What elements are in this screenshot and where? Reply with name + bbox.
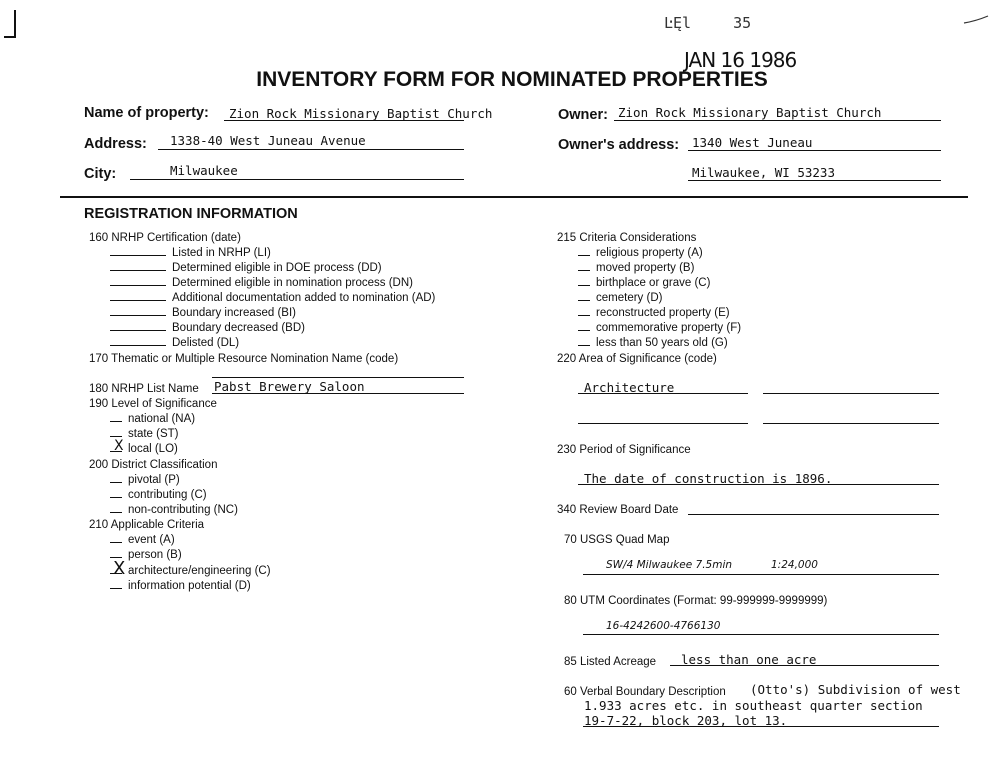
section-divider [60,196,968,198]
f215-item-d: cemetery (D) [578,292,662,304]
owner-value: Zion Rock Missionary Baptist Church [618,105,882,120]
address-underline [158,149,464,150]
f60-line3: 19-7-22, block 203, lot 13. [584,713,788,728]
owner-address-underline1 [688,150,941,151]
corner-scribble [962,12,990,22]
owner-address-underline2 [688,180,941,181]
f70-label: 70 USGS Quad Map [564,534,670,546]
owner-underline [614,120,941,121]
f190-item-lo: local (LO) [110,443,178,455]
f170-label: 170 Thematic or Multiple Resource Nomination Name (code) [89,353,399,365]
f180-label: 180 NRHP List Name [89,383,199,395]
city-underline [130,179,464,180]
f70-value: SW/4 Milwaukee 7.5min [606,559,733,571]
f220-value: Architecture [584,380,675,395]
f85-underline [670,665,939,666]
name-underline [224,120,464,121]
f230-value: The date of construction is 1896. [584,471,833,486]
f85-label: 85 Listed Acreage [564,656,657,668]
f210-item-a: event (A) [110,534,175,546]
f190-item-na: national (NA) [110,413,195,425]
f160-item-ad: Additional documentation added to nomination (AD) [110,292,435,304]
name-label: Name of property: [84,105,209,121]
f200-label: 200 District Classification [89,459,218,471]
f220-underline-1 [578,393,748,394]
received-stamp: ĿĘl 35 [664,14,752,32]
f160-label: 160 NRHP Certification (date) [89,232,241,244]
f210-item-b: person (B) [110,549,182,561]
section-title: REGISTRATION INFORMATION [84,206,298,222]
f220-underline-4 [763,423,939,424]
owner-address-label: Owner's address: [558,137,680,153]
f60-underline [583,726,939,727]
owner-address-line2: Milwaukee, WI 53233 [692,165,835,180]
f170-underline [212,377,464,378]
f215-item-e: reconstructed property (E) [578,307,730,319]
owner-address-line1: 1340 West Juneau [692,135,813,150]
f210-item-c: architecture/engineering (C) [110,565,271,577]
f160-item-dd: Determined eligible in DOE process (DD) [110,262,382,274]
f220-underline-3 [578,423,748,424]
f190-label: 190 Level of Significance [89,398,217,410]
f215-item-a: religious property (A) [578,247,703,259]
f210-label: 210 Applicable Criteria [89,519,205,531]
f215-item-f: commemorative property (F) [578,322,741,334]
f80-underline [583,634,939,635]
f160-item-li: Listed in NRHP (LI) [110,247,271,259]
f85-value: less than one acre [681,652,817,667]
address-value: 1338-40 West Juneau Avenue [170,133,366,148]
f200-item-p: pivotal (P) [110,474,180,486]
f70-scale: 1:24,000 [771,559,818,571]
margin-mark [4,10,16,40]
name-value: Zion Rock Missionary Baptist Church [229,106,493,121]
f220-label: 220 Area of Significance (code) [557,353,717,365]
f180-value: Pabst Brewery Saloon [214,379,365,394]
f215-item-g: less than 50 years old (G) [578,337,728,349]
f210-item-d: information potential (D) [110,580,251,592]
f70-underline [583,574,939,575]
f160-item-dn: Determined eligible in nomination process (DN) [110,277,413,289]
f200-item-c: contributing (C) [110,489,207,501]
f190-item-st: state (ST) [110,428,178,440]
f80-value: 16-4242600-4766130 [606,620,721,632]
f160-item-bd: Boundary decreased (BD) [110,322,305,334]
f215-item-c: birthplace or grave (C) [578,277,710,289]
f215-item-b: moved property (B) [578,262,694,274]
f200-item-nc: non-contributing (NC) [110,504,238,516]
f60-label: 60 Verbal Boundary Description [564,686,726,698]
city-label: City: [84,166,117,182]
form-title: INVENTORY FORM FOR NOMINATED PROPERTIES [256,68,768,91]
f160-item-bi: Boundary increased (BI) [110,307,296,319]
f160-item-dl: Delisted (DL) [110,337,239,349]
f190-local-check: X [114,438,124,454]
address-label: Address: [84,136,147,152]
f340-label: 340 Review Board Date [557,504,679,516]
f80-label: 80 UTM Coordinates (Format: 99-999999-9999999) [564,595,828,607]
f60-line2: 1.933 acres etc. in southeast quarter section [584,698,923,713]
owner-label: Owner: [558,107,608,123]
f180-underline [212,393,464,394]
f230-underline [578,484,939,485]
stamp-date: JAN 16 1986 [684,48,797,72]
f220-underline-2 [763,393,939,394]
f60-line1: (Otto's) Subdivision of west [750,682,961,697]
f215-label: 215 Criteria Considerations [557,232,697,244]
f340-underline [688,514,939,515]
f210-arch-check: X [113,558,126,579]
f230-label: 230 Period of Significance [557,444,691,456]
city-value: Milwaukee [170,163,238,178]
